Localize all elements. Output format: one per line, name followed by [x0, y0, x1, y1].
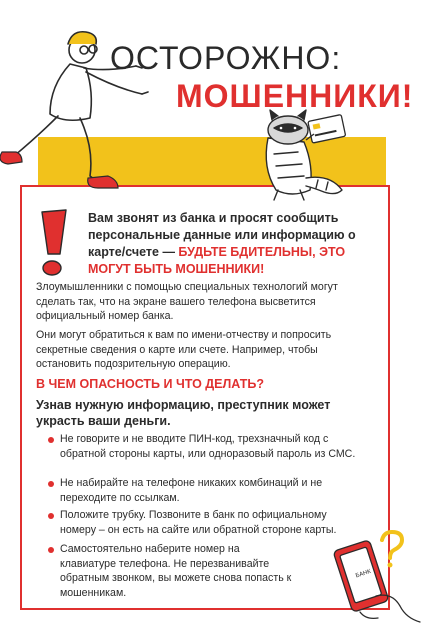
bullet-dot: [48, 513, 54, 519]
paragraph-2: Они могут обратиться к вам по имени-отчеству и попросить секретные сведения о карте или счете. Например, чтобы остановить подозрительную операцию.: [36, 329, 332, 370]
question-mark-icon: [376, 530, 406, 570]
bullet-dot: [48, 437, 54, 443]
page-title-line1: ОСТОРОЖНО:: [110, 40, 342, 76]
section-title: В ЧЕМ ОПАСНОСТЬ И ЧТО ДЕЛАТЬ?: [36, 377, 264, 391]
intro-text: [88, 210, 378, 278]
intro-warning: БУДЬТЕ БДИТЕЛЬНЫ, ЭТО МОГУТ БЫТЬ МОШЕННИКИ!: [88, 245, 346, 276]
lead-text: Узнав нужную информацию, преступник может украсть ваши деньги.: [36, 398, 331, 428]
intro-part1: Вам звонят из банка и просят сообщить персональные данные или информацию о карте/счете —: [88, 211, 356, 259]
paragraph-1: Злоумышленники с помощью специальных технологий могут сделать так, что на экране вашего телефона высветится официальный номер банка.: [36, 281, 338, 322]
bullet-text: Самостоятельно наберите номер на клавиатуре телефона. Не перезванивайте обратным звонком, вы можете снова попасть к мошенникам.: [60, 543, 292, 599]
bullet-dot: [48, 547, 54, 553]
phone-screen-label: БАНК: [355, 568, 372, 580]
bullet-text: Положите трубку. Позвоните в банк по официальному номеру – он есть на сайте или обратной стороне карты.: [60, 509, 337, 536]
bullet-dot: [48, 481, 54, 487]
bullet-text: Не говорите и не вводите ПИН-код, трехзначный код с обратной стороны карты, или одноразовый пароль из СМС.: [60, 433, 356, 460]
raccoon-thief-illustration: [244, 108, 359, 203]
list-item: [48, 432, 360, 461]
list-item: [48, 476, 360, 505]
page-title-line2: МОШЕННИКИ!: [176, 78, 414, 114]
list-item: [48, 542, 298, 600]
list-item: [48, 508, 360, 537]
bullet-text: Не набирайте на телефоне никаких комбинаций и не переходите по ссылкам.: [60, 477, 323, 504]
exclamation-icon: [36, 208, 72, 278]
